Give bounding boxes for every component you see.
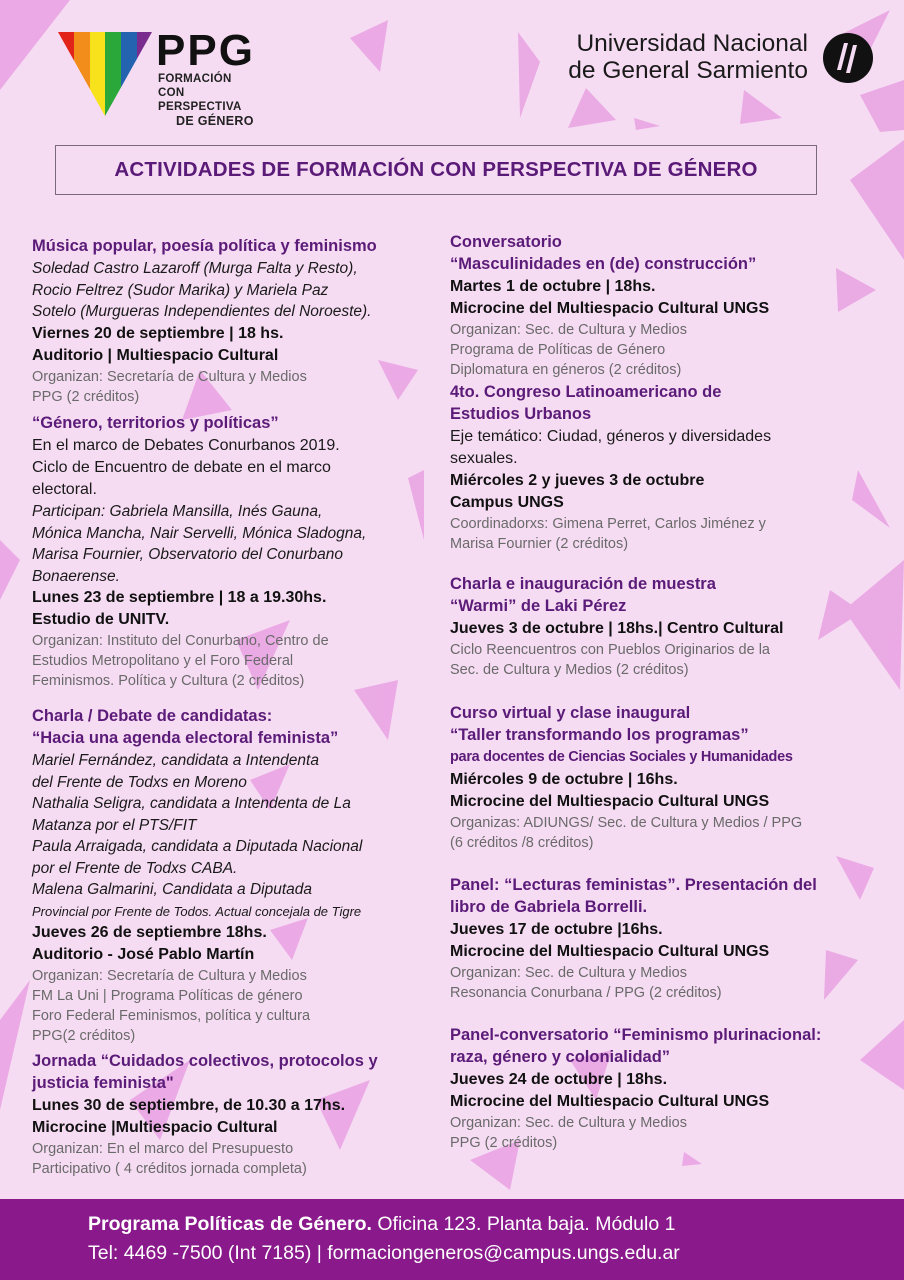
event-organizers: Organizan: Secretaría de Cultura y Medios: [32, 968, 307, 984]
event-description: electoral.: [32, 481, 97, 498]
event-organizers: Ciclo Reencuentros con Pueblos Originarios de la: [450, 642, 770, 658]
event-title: “Género, territorios y políticas”: [32, 414, 279, 432]
event-date-place: Lunes 30 de septiembre, de 10.30 a 17hs.: [32, 1097, 346, 1114]
page-title-box: [55, 145, 817, 195]
event-date-place: Microcine del Multiespacio Cultural UNGS: [450, 300, 770, 317]
footer-contact: Tel: 4469 -7500 (Int 7185) | formaciongeneros@campus.ungs.edu.ar: [88, 1242, 680, 1264]
event-date-place: Martes 1 de octubre | 18hs.: [450, 278, 656, 295]
event-title: libro de Gabriela Borrelli.: [450, 898, 648, 916]
event-organizers: PPG (2 créditos): [450, 1135, 558, 1151]
event-date-place: Miércoles 2 y jueves 3 de octubre: [450, 472, 705, 489]
footer-address: Programa Políticas de Género. Oficina 123. Planta baja. Módulo 1: [88, 1213, 676, 1235]
ppg-logo: [58, 26, 258, 128]
event-organizers: Coordinadorxs: Gimena Perret, Carlos Jiménez y: [450, 516, 766, 532]
event-organizers: Organizan: Sec. de Cultura y Medios: [450, 322, 687, 338]
event-title: para docentes de Ciencias Sociales y Humanidades: [450, 749, 793, 765]
event-description: Matanza por el PTS/FIT: [32, 816, 197, 834]
event-organizers: Diplomatura en géneros (2 créditos): [450, 362, 682, 378]
footer-program: Programa Políticas de Género.: [88, 1213, 372, 1235]
event-date-place: Estudio de UNITV.: [32, 611, 170, 628]
event-title: Panel-conversatorio “Feminismo plurinacional:: [450, 1026, 822, 1044]
event-date-place: Lunes 23 de septiembre | 18 a 19.30hs.: [32, 589, 327, 606]
ungs-logo-icon: [822, 32, 874, 84]
event-organizers: Organizan: Instituto del Conurbano, Centro de: [32, 633, 329, 649]
rainbow-triangle-icon: [58, 32, 152, 116]
event-organizers: PPG (2 créditos): [32, 388, 140, 405]
event-title: 4to. Congreso Latinoamericano de: [450, 383, 722, 401]
event-title: Jornada “Cuidados colectivos, protocolos y: [32, 1052, 378, 1070]
event-description: sexuales.: [450, 450, 518, 467]
event-title: Curso virtual y clase inaugural: [450, 704, 691, 722]
event-date-place: Microcine del Multiespacio Cultural UNGS: [450, 943, 770, 960]
event-date-place: Jueves 24 de octubre | 18hs.: [450, 1071, 668, 1088]
event-description: Malena Galmarini, Candidata a Diputada: [32, 881, 313, 898]
event-organizers: Organizan: En el marco del Presupuesto: [32, 1141, 294, 1157]
event-description: Mariel Fernández, candidata a Intendenta: [32, 752, 319, 769]
event-title: Música popular, poesía política y feminismo: [32, 237, 377, 255]
event-title: “Masculinidades en (de) construcción”: [450, 255, 757, 273]
event-organizers: Sec. de Cultura y Medios (2 créditos): [450, 662, 689, 678]
event-organizers: Foro Federal Feminismos, política y cultura: [32, 1008, 311, 1024]
event-description: Sotelo (Murgueras Independientes del Noroeste).: [32, 303, 372, 320]
ppg-acronym: PPG: [156, 26, 255, 75]
event-description: Nathalia Seligra, candidata a Intendenta de La: [32, 795, 351, 812]
ppg-subtitle: FORMACIÓN CON PERSPECTIVA DE GÉNERO: [158, 73, 254, 128]
event-title: Charla / Debate de candidatas:: [32, 707, 273, 725]
event-date-place: Jueves 3 de octubre | 18hs.| Centro Cultural: [450, 620, 784, 637]
event-title: “Warmi” de Laki Pérez: [450, 597, 627, 615]
event-date-place: Jueves 17 de octubre |16hs.: [450, 921, 663, 938]
event-description: Provincial por Frente de Todos. Actual concejala de Tigre: [32, 903, 362, 919]
event-title: Charla e inauguración de muestra: [450, 575, 716, 593]
event-organizers: Organizas: ADIUNGS/ Sec. de Cultura y Medios / PPG: [450, 815, 803, 831]
event-date-place: Microcine |Multiespacio Cultural: [32, 1119, 278, 1136]
event-date-place: Miércoles 9 de octubre | 16hs.: [450, 771, 678, 788]
event-organizers: PPG(2 créditos): [32, 1028, 136, 1044]
event-organizers: Feminismos. Política y Cultura (2 créditos): [32, 673, 305, 689]
event-organizers: Organizan: Sec. de Cultura y Medios: [450, 1115, 687, 1131]
university-name: Universidad Nacional de General Sarmiento: [568, 30, 808, 84]
event-description: Rocio Feltrez (Sudor Marika) y Mariela Paz: [32, 281, 329, 299]
event-organizers: Organizan: Sec. de Cultura y Medios: [450, 965, 687, 981]
event-description: Marisa Fournier, Observatorio del Conurbano: [32, 546, 344, 563]
event-date-place: Campus UNGS: [450, 494, 564, 511]
event-description: Eje temático: Ciudad, géneros y diversidades: [450, 428, 772, 445]
event-date-place: Auditorio - José Pablo Martín: [32, 946, 255, 963]
event-organizers: (6 créditos /8 créditos): [450, 835, 594, 851]
event-description: Soledad Castro Lazaroff (Murga Falta y Resto),: [32, 260, 358, 277]
footer: [0, 1199, 904, 1280]
event-organizers: Marisa Fournier (2 créditos): [450, 536, 629, 552]
event-description: Bonaerense.: [32, 567, 120, 585]
event-description: Paula Arraigada, candidata a Diputada Nacional: [32, 838, 363, 855]
event-date-place: Viernes 20 de septiembre | 18 hs.: [32, 324, 284, 342]
event-description: Participan: Gabriela Mansilla, Inés Gauna,: [32, 503, 323, 520]
event-title: Conversatorio: [450, 233, 562, 251]
event-organizers: Programa de Políticas de Género: [450, 342, 666, 358]
event-title: Estudios Urbanos: [450, 405, 592, 423]
event-organizers: Resonancia Conurbana / PPG (2 créditos): [450, 985, 722, 1001]
event-date-place: Jueves 26 de septiembre 18hs.: [32, 924, 267, 941]
event-date-place: Auditorio | Multiespacio Cultural: [32, 346, 279, 364]
event-organizers: Organizan: Secretaría de Cultura y Medios: [32, 368, 307, 385]
event-date-place: Microcine del Multiespacio Cultural UNGS: [450, 1093, 770, 1110]
event-title: justicia feminista": [32, 1074, 174, 1092]
event-title: raza, género y colonialidad”: [450, 1048, 671, 1066]
event-organizers: Participativo ( 4 créditos jornada completa): [32, 1161, 307, 1177]
event-organizers: Estudios Metropolitano y el Foro Federal: [32, 653, 294, 669]
page-title: ACTIVIDADES DE FORMACIÓN CON PERSPECTIVA DE GÉNERO: [114, 158, 758, 181]
event-organizers: FM La Uni | Programa Políticas de género: [32, 988, 303, 1004]
event-description: Ciclo de Encuentro de debate en el marco: [32, 459, 331, 476]
event-description: En el marco de Debates Conurbanos 2019.: [32, 437, 340, 454]
event-date-place: Microcine del Multiespacio Cultural UNGS: [450, 793, 770, 810]
event-description: del Frente de Todxs en Moreno: [32, 773, 247, 791]
event-description: por el Frente de Todxs CABA.: [32, 859, 238, 877]
event-title: “Taller transformando los programas”: [450, 726, 749, 744]
event-description: Mónica Mancha, Nair Servelli, Mónica Sladogna,: [32, 524, 367, 542]
event-title: Panel: “Lecturas feministas”. Presentación del: [450, 876, 817, 894]
event-title: “Hacia una agenda electoral feminista”: [32, 729, 339, 747]
